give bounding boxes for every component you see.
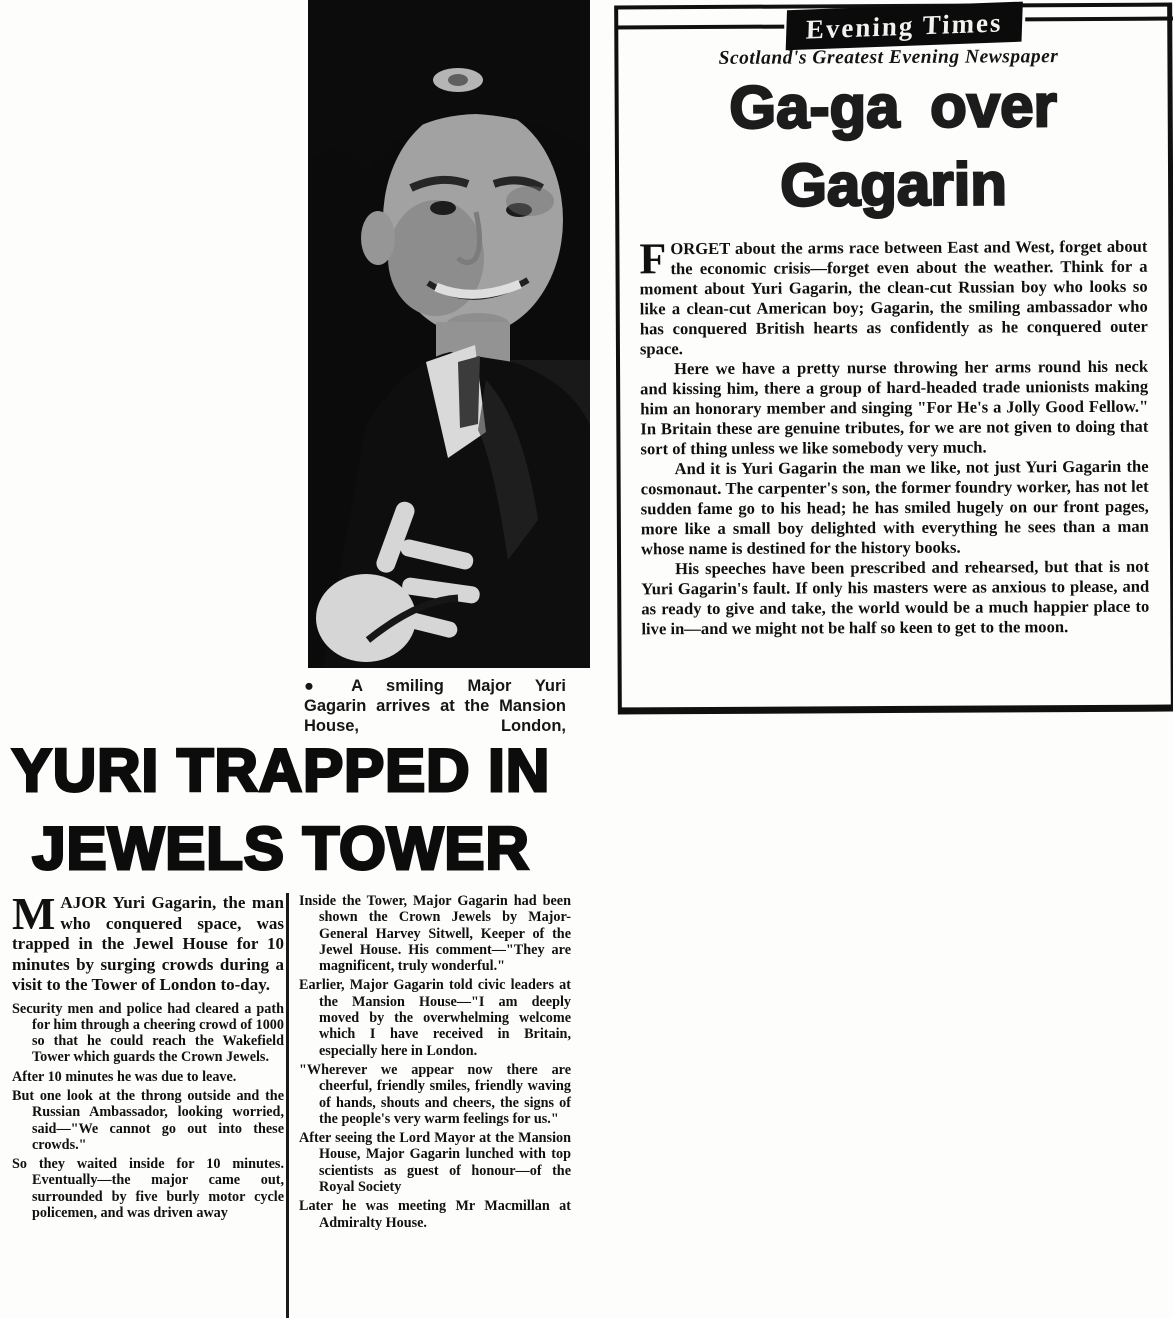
trapped-article-left-column bbox=[12, 888, 284, 1224]
gaga-headline-line1: Ga-ga over bbox=[729, 72, 1058, 141]
drop-cap: F bbox=[639, 234, 667, 284]
gagarin-photo bbox=[308, 0, 590, 668]
article-paragraph: "Wherever we appear now there are cheerful, friendly smiles, friendly waving of hands, shouts and cheers, the signs of the people's very warm feelings for us." bbox=[299, 1061, 571, 1127]
masthead-rule-left bbox=[616, 25, 784, 30]
trapped-headline-line2: JEWELS TOWER bbox=[32, 815, 530, 882]
article-lead-paragraph bbox=[639, 234, 1148, 360]
masthead-banner: Evening Times bbox=[786, 2, 1023, 51]
article-paragraph: After 10 minutes he was due to leave. bbox=[12, 1068, 237, 1085]
article-lead-paragraph bbox=[12, 888, 284, 996]
article-paragraph: Earlier, Major Gagarin told civic leaders at the Mansion House—"I am deeply moved by the overwhelming welcome which I have received in Britain, especially here in London. bbox=[299, 977, 571, 1059]
column-divider bbox=[286, 893, 289, 1318]
drop-cap: M bbox=[12, 888, 56, 939]
article-paragraph: Inside the Tower, Major Gagarin had been shown the Crown Jewels by Major-General Harvey Sitwell, Keeper of the Jewel House. His comment—"They are magnificent, truly wonderful." bbox=[299, 893, 571, 975]
article-paragraph: His speeches have been prescribed and rehearsed, but that is not Yuri Gagarin's fault. If only his masters were as anxious to please, and as ready to give and take, the world would be a much happier place to live in—and we might not be half so keen to get to the moon. bbox=[641, 556, 1150, 639]
article-paragraph: But one look at the throng outside and the Russian Ambassador, looking worried, said—"We cannot go out into these crowds." bbox=[12, 1087, 284, 1153]
lead-text: AJOR Yuri Gagarin, the man who conquered space, was trapped in the Jewel House for 10 minutes by surging crowds during a visit to the Tower of London to-day. bbox=[12, 893, 284, 994]
masthead-tagline: Scotland's Greatest Evening Newspaper bbox=[718, 46, 1059, 69]
article-paragraph: And it is Yuri Gagarin the man we like, not just Yuri Gagarin the cosmonaut. The carpenter's son, the former foundry worker, has not let sudden fame go to his head; he has smiled hugely on our front pages, more like a small boy delighted with everything he sees than a man whose name is destined for the history books. bbox=[640, 456, 1149, 559]
article-paragraph: So they waited inside for 10 minutes. Eventually—the major came out, surrounded by five burly motor cycle policemen, and was driven away bbox=[12, 1156, 284, 1222]
gaga-headline bbox=[618, 67, 1168, 226]
lead-text: ORGET about the arms race between East and West, forget about the economic crisis—forget even about the weather. Think for a moment about Yuri Gagarin, the clean-cut Russian boy who looks so like a clean-cut American boy; Gagarin, the smiling ambassador who has conquered British hearts as confidently as he conquered outer space. bbox=[639, 236, 1148, 359]
gaga-headline-line2: Gagarin bbox=[780, 150, 1008, 219]
trapped-headline bbox=[0, 732, 562, 888]
article-paragraph: Here we have a pretty nurse throwing her arms round his neck and kissing him, there a group of hard-headed trade unionists making him an honorary member and singing "For He's a Jolly Good Fellow." In Britain these are genuine tributes, for we are not given to doing that sort of thing unless we like somebody very much. bbox=[640, 356, 1149, 459]
photo-caption: ● A smiling Major Yuri Gagarin arrives at the Mansion House, London, bbox=[304, 677, 566, 735]
trapped-headline-line1: YURI TRAPPED IN bbox=[11, 737, 551, 804]
masthead-rule-right bbox=[1025, 17, 1173, 22]
gaga-article-box bbox=[614, 3, 1173, 715]
gagarin-photo-illustration bbox=[308, 0, 590, 668]
gaga-article-body bbox=[639, 234, 1150, 640]
trapped-article-right-column bbox=[299, 893, 571, 1234]
article-paragraph: Security men and police had cleared a path for him through a cheering crowd of 1000 so that he could reach the Wakefield Tower which guards the Crown Jewels. bbox=[12, 1000, 284, 1066]
article-paragraph: Later he was meeting Mr Macmillan at Admiralty House. bbox=[299, 1198, 571, 1231]
article-paragraph: After seeing the Lord Mayor at the Mansion House, Major Gagarin lunched with top scientists as guest of honour—of the Royal Society bbox=[299, 1130, 571, 1196]
